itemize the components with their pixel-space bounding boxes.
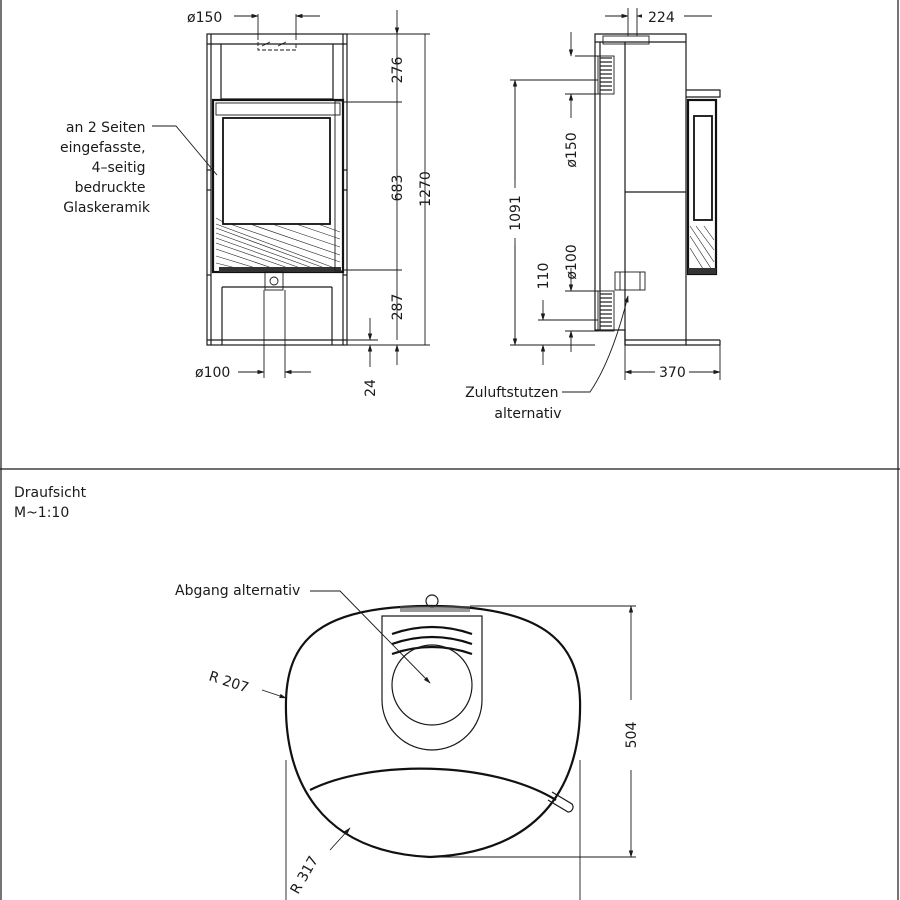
air-inlet-note: Zuluftstutzen alternativ [465, 385, 562, 422]
top-view-front-arc [310, 769, 556, 800]
radius-small-label: R 207 [206, 668, 251, 697]
dim-depth-top: 224 [648, 10, 675, 26]
radius-large-label: R 317 [287, 853, 322, 897]
dim-door: 683 [390, 174, 406, 202]
glass-note: an 2 Seiten eingefasste, 4–seitig bedruckte Glaskeramik [60, 120, 150, 216]
ash-grate [219, 267, 341, 272]
top-view-title: Draufsicht [14, 485, 87, 501]
side-inlet-diam-label: ø100 [564, 244, 580, 280]
top-view [14, 485, 640, 900]
dim-top-section: 276 [390, 56, 406, 84]
top-view-outline [286, 606, 580, 857]
door-handle [548, 792, 573, 812]
glass-print-hatching [216, 218, 340, 270]
side-flue-rear-label: ø150 [564, 132, 580, 168]
dim-total-height: 1270 [418, 171, 434, 207]
dim-foot: 24 [363, 379, 379, 397]
front-flue-bottom-label: ø100 [195, 365, 231, 381]
side-view [465, 6, 720, 422]
bottom-air-stub [615, 272, 645, 290]
dim-top-depth: 504 [624, 721, 640, 749]
dim-inlet-height: 110 [536, 262, 552, 290]
front-flue-top-label: ø150 [187, 10, 223, 26]
outlet-note-leader [310, 591, 430, 683]
dim-outlet-height: 1091 [508, 195, 524, 231]
dim-depth-bottom: 370 [659, 365, 686, 381]
dim-base-section: 287 [390, 293, 406, 321]
glass-panel [223, 118, 330, 224]
outlet-note: Abgang alternativ [175, 583, 301, 599]
top-view-scale: M~1:10 [14, 505, 70, 521]
front-view [60, 10, 434, 397]
